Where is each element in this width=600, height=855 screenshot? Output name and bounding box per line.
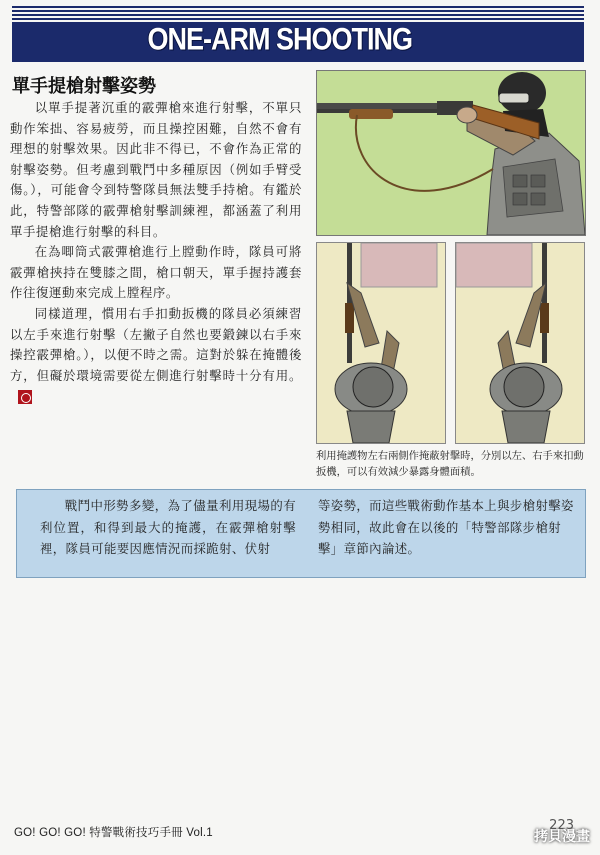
article-paragraph: 以單手提著沉重的霰彈槍來進行射擊，不單只動作笨拙、容易疲勞，而且操控困難，自然不會有理想的射擊效果。因此非不得已，不會作為正常的射擊姿勢。但考慮到戰鬥中多種原因（例如手臂受傷。），可能會令到特警隊員無法雙手持槍。有鑑於此，特警部隊的霰彈槍射擊訓練裡，都涵蓋了利用單手提槍進行射擊的科目。 <box>10 100 302 239</box>
footer-book-title: GO! GO! GO! 特警戰術技巧手冊 Vol.1 <box>14 827 213 839</box>
sidebar-text: 戰鬥中形勢多變，為了儘量利用現場的有利位置，和得到最大的掩護，在霰彈槍射擊裡，隊員可能要因應情況而採跪射、伏射 <box>40 498 296 556</box>
header-banner <box>12 22 584 62</box>
article-paragraph <box>10 304 302 407</box>
figure-caption: 利用掩護物左右兩側作掩蔽射擊時，分別以左、右手來扣動扳機，可以有效減少暴露身體面積。 <box>316 450 584 478</box>
sidebar-column-2 <box>318 495 574 560</box>
article-paragraph: 在為唧筒式霰彈槍進行上膛動作時，隊員可將霰彈槍挾持在雙膝之間，槍口朝天，單手握持護套作往復運動來完成上膛程序。 <box>10 244 302 301</box>
page-number: 223 <box>549 818 574 833</box>
end-mark-icon <box>18 390 32 404</box>
illustration-cover-right <box>455 242 585 444</box>
sidebar-text: 等姿勢，而這些戰術動作基本上與步槍射擊姿勢相同，故此會在以後的「特警部隊步槍射擊」章節內論述。 <box>318 498 574 556</box>
article-body <box>10 98 302 407</box>
article-title: 單手提槍射擊姿勢 <box>12 76 156 97</box>
sidebar-column-1 <box>40 495 296 560</box>
watermark: 拷貝漫畫 <box>534 829 590 845</box>
article-paragraph-text: 同樣道理，慣用右手扣動扳機的隊員必須練習以左手來進行射擊（左撇子自然也要鍛鍊以右手來操控霰彈槍。），以便不時之需。這對於躲在掩體後方，但礙於環境需要從左側進行射擊時十分有用。 <box>10 305 302 383</box>
banner-stripes <box>12 6 584 22</box>
illustration-cover-left <box>316 242 446 444</box>
illustration-one-arm-aim <box>316 70 586 236</box>
page-title: ONE-ARM SHOOTING <box>147 21 412 57</box>
